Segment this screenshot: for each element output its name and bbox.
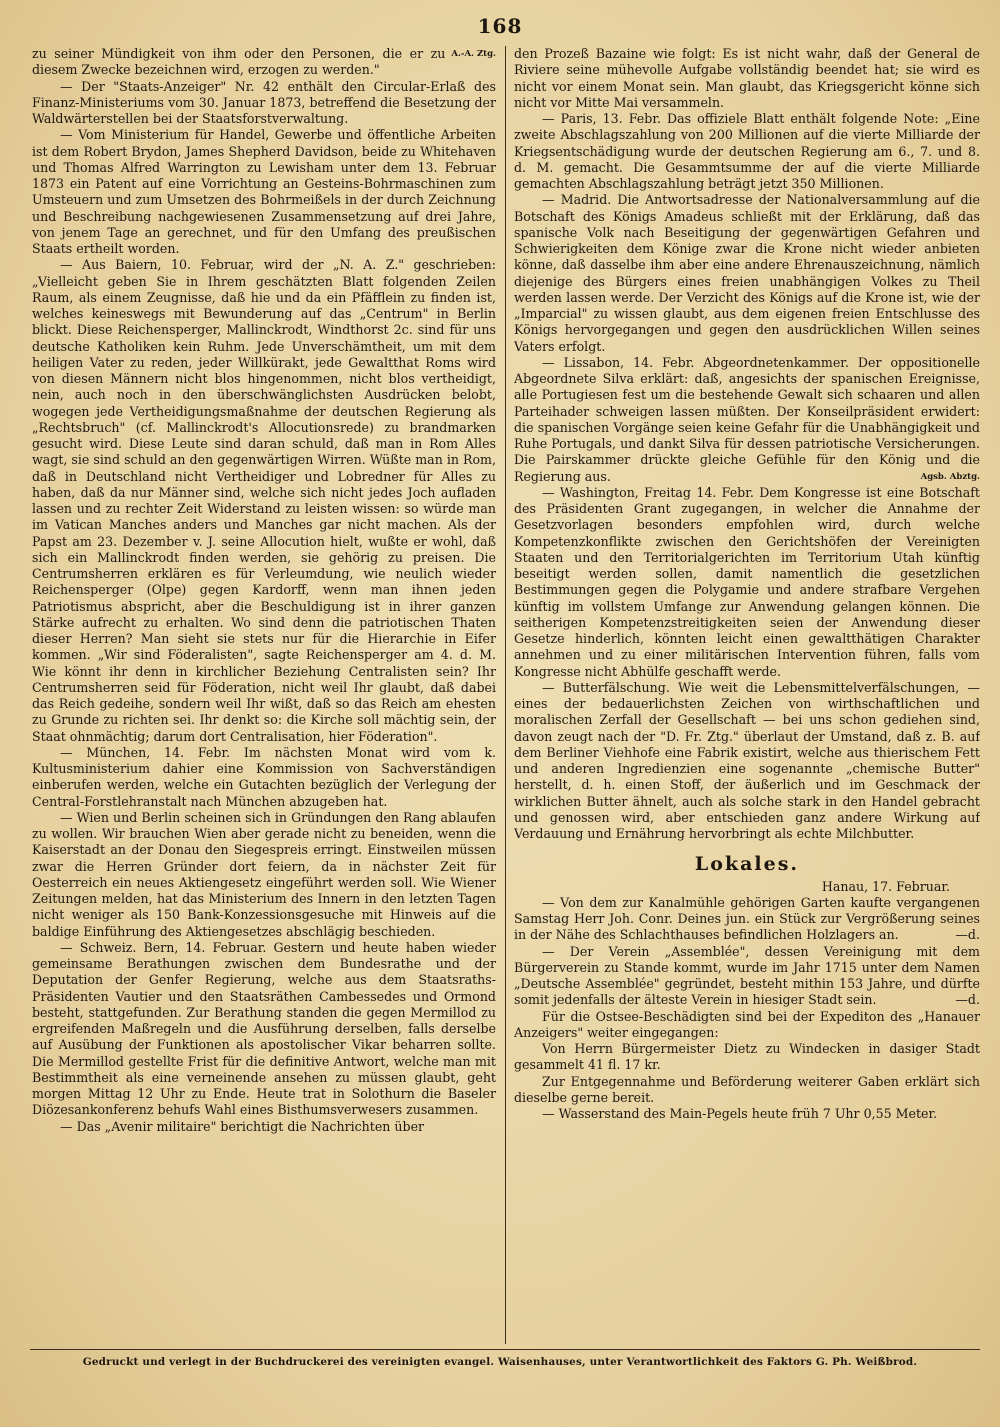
author-sign: —d. [955, 992, 980, 1008]
article-paragraph: — Madrid. Die Antwortsadresse der Nationalversammlung auf die Botschaft des Königs Amadeus schließt mit der Erklärung, daß das spanische Volk nach Beseitigung der gegenwärtigen Gefahren und Schwierigkeiten dem Könige zwar die Krone nicht wieder anbieten könne, daß dasselbe ihm aber eine andere Ehrenauszeichnung, nämlich diejenige des Bürgers eines freien unabhängigen Volkes zu Theil werden lassen werde. Der Verzicht des Königs auf die Krone ist, wie der „Imparcial" zu wissen glaubt, aus dem eigenen freien Entschlusse des Königs hervorgegangen und gegen den ausdrücklichen Willen seines Vaters erfolgt. [514, 192, 980, 354]
author-sign: —d. [955, 927, 980, 943]
article-paragraph: — Aus Baiern, 10. Februar, wird der „N. A. Z." geschrieben: „Vielleicht geben Sie in Ihrem geschätzten Blatt folgenden Zeilen Raum, als einem Zeugnisse, daß hie und da ein Pfäfflein zu finden ist, welches keineswegs mit Bewunderung auf das „Centrum" in Berlin blickt. Diese Reichensperger, Mallinckrodt, Windthorst 2c. sind für uns deutsche Katholiken kein Ruhm. Jede Unverschämtheit, um mit dem heiligen Vater zu reden, jeder Willkürakt, jede Gewaltthat Roms wird von diesen Männern nicht blos hingenommen, nicht blos vertheidigt, nein, auch noch in den überschwänglichsten Ausdrücken belobt, wogegen jede Vertheidigungsmaßnahme der deutschen Regierung als „Rechtsbruch" (cf. Mallinckrodt's Allocutionsrede) zu brandmarken gesucht wird. Diese Leute sind daran schuld, daß man in Rom Alles wagt, sie sind schuld an den gegenwärtigen Wirren. Wüßte man in Rom, daß in Deutschland nicht Vertheidiger und Lobredner für Alles zu haben, daß da nur Männer sind, welche sich nicht jedes Joch aufladen lassen und zu rechter Zeit Widerstand zu leisten wissen: so würde man im Vatican Manches anders und Manches gar nicht machen. Als der Papst am 23. Dezember v. J. seine Allocution hielt, wußte er wohl, daß sich ein Mallinckrodt finden werden, sie gehörig zu preisen. Die Centrumsherren erklären es für Verleumdung, wie neulich wieder Reichensperger (Olpe) gegen Kardorff, wenn man ihnen jeden Patriotismus abspricht, aber die Beschuldigung ist in ihrer ganzen Stärke aufrecht zu erhalten. Wo sind denn die patriotischen Thaten dieser Herren? Man sieht sie stets nur für die Hierarchie in Eifer kommen. „Wir sind Föderalisten", sagte Reichensperger am 4. d. M. Wie könnt ihr denn in kirchlicher Beziehung Centralisten sein? Ihr Centrumsherren seid für Föderation, nicht weil Ihr glaubt, daß dabei das Reich gedeihe, sondern weil Ihr wißt, daß so das Reich am ehesten zu Grunde zu richten sei. Ihr denkt so: die Kirche soll mächtig sein, der Staat ohnmächtig; darum dort Centralisation, hier Föderation". [32, 257, 496, 744]
article-paragraph: — Lissabon, 14. Febr. Abgeordnetenkammer. Der oppositionelle Abgeordnete Silva erklärt: daß, angesichts der spanischen Ereignisse, alle Portugiesen fest um die bestehende Gewalt sich schaaren und allen Parteihader schweigen lassen müßten. Der Konseilpräsident erwidert: die spanischen Vorgänge seien keine Gefahr für die Unabhängigkeit und Ruhe Portugals, und dankt Silva für dessen patriotische Versicherungen. Die Pairskammer drückte gleiche Gefühle für den König und die Regierung aus. Agsb. Abztg. [514, 354, 980, 484]
article-paragraph: — Das „Avenir militaire" berichtigt die Nachrichten über [60, 1118, 425, 1134]
article-paragraph: — Washington, Freitag 14. Febr. Dem Kongresse ist eine Botschaft des Präsidenten Grant zugegangen, in welcher die Annahme der Gesetzvorlagen besonders empfohlen wird, durch welche Kompetenzkonflikte zwischen den Gerichtshöfen der Vereinigten Staaten und den Territorialgerichten im Territorium Utah künftig beseitigt werden sollen, damit namentlich die gesetzlichen Bestimmungen gegen die Polygamie und andere strafbare Vergehen künftig im vollstem Umfange zur Anwendung gelangen können. Die seitherigen Kompetenzstreitigkeiten seien der Anwendung dieser Gesetze hinderlich, könnten leicht einen gewaltthätigen Charakter annehmen und zu einer militärischen Intervention führen, falls vom Kongresse nicht Abhülfe geschafft werde. [514, 484, 980, 679]
local-news-item: — Der Verein „Assemblée", dessen Vereinigung mit dem Bürgerverein zu Stande kommt, wurde im Jahr 1715 unter dem Namen „Deutsche Assemblée" gegründet, besteht mithin 153 Jahre, und dürfte somit jedenfalls der älteste Verein in hiesiger Stadt sein. —d. [514, 943, 980, 1008]
article-paragraph: — Butterfälschung. Wie weit die Lebensmittelverfälschungen, — eines der bedauerlichsten Zeichen von wirthschaftlichen und moralischen Zerfall der Gesellschaft — bei uns schon gediehen sind, davon zeugt nach der "D. Fr. Ztg." überlaut der Umstand, daß z. B. auf dem Berliner Viehhofe eine Fabrik existirt, welche aus thierischem Fett und anderen Ingredienzien eine sogenannte „chemische Butter" herstellt, d. h. einen Stoff, der äußerlich und im Geschmack der wirklichen Butter ähnelt, auch als solche stark in den Handel gebracht und genossen wird, aber entschieden ganz andere Wirkung auf Verdauung und Ernährung hervorbringt als echte Milchbutter. [514, 679, 980, 841]
article-paragraph: A.-A. Ztg. zu seiner Mündigkeit von ihm oder den Personen, die er zu diesem Zwecke bezeichnen wird, erzogen zu werden." [32, 46, 496, 78]
local-news-item: — Von dem zur Kanalmühle gehörigen Garten kaufte vergangenen Samstag Herr Joh. Conr. Deines jun. ein Stück zur Vergrößerung seines in der Nähe des Schlachthauses befindlichen Holzlagers an. —d. [514, 894, 980, 943]
article-paragraph: — Vom Ministerium für Handel, Gewerbe und öffentliche Arbeiten ist dem Robert Brydon, James Shepherd Davidson, beide zu Whitehaven und Thomas Alfred Warrington zu Lewisham unter dem 13. Februar 1873 ein Patent auf eine Vorrichtung an Gesteins-Bohrmaschinen zum Umsteuern und zum Umsetzen des Bohrmeißels in der durch Zeichnung und Beschreibung nachgewiesenen Zusammensetzung auf drei Jahre, von jenem Tage an gerechnet, und für den Umfang des preußischen Staats ertheilt worden. [32, 127, 496, 256]
footer-rule [30, 1349, 980, 1350]
imprint-footer: Gedruckt und verlegt in der Buchdruckerei des vereinigten evangel. Waisenhauses, unter Verantwortlichkeit des Faktors G. Ph. Weißbrod. [82, 1356, 918, 1368]
local-news-item: Zur Entgegennahme und Beförderung weiterer Gaben erklärt sich dieselbe gerne bereit. [514, 1073, 980, 1105]
page-number: 168 [477, 14, 523, 38]
local-news-item: Von Herrn Bürgermeister Dietz zu Windecken in dasiger Stadt gesammelt 41 fl. 17 kr. [514, 1041, 980, 1073]
source-abbreviation: Agsb. Abztg. [920, 471, 980, 482]
article-paragraph: — Der "Staats-Anzeiger" Nr. 42 enthält den Circular-Erlaß des Finanz-Ministeriums vom 30. Januar 1873, betreffend die Besetzung der Waldwärterstellen bei der Staatsforstverwaltung. [32, 78, 496, 126]
lokales-heading: Lokales. [694, 853, 800, 876]
column-divider [505, 46, 506, 1344]
local-news-item: Für die Ostsee-Beschädigten sind bei der Expediton des „Hanauer Anzeigers" weiter eingegangen: [514, 1008, 980, 1040]
article-paragraph: — München, 14. Febr. Im nächsten Monat wird vom k. Kultusministerium dahier eine Kommission von Sachverständigen einberufen werden, welche ein Gutachten bezüglich der Verlegung der Central-Forstlehranstalt nach München abzugeben hat. [32, 744, 496, 809]
source-abbreviation: A.-A. Ztg. [451, 49, 496, 59]
article-paragraph: — Schweiz. Bern, 14. Februar. Gestern und heute haben wieder gemeinsame Berathungen zwischen dem Bundesrathe und der Deputation der Genfer Regierung, welche aus dem Staatsraths-Präsidenten Vautier und den Staatsräthen Cambessedes und Ormond besteht, stattgefunden. Zur Berathung standen die gegen Mermillod zu ergreifenden Maßregeln und die Ausführung derselben, falls derselbe auf Ausübung der Funktionen als apostolischer Vikar beharren sollte. Die Mermillod gestellte Frist für die definitive Antwort, welche man mit Bestimmtheit als eine verneinende ansehen zu müssen glaubt, geht morgen Mittag 12 Uhr zu Ende. Heute trat in Solothurn die Baseler Diözesankonferenz behufs Wahl eines Bisthumsverwesers zusammen. [32, 939, 496, 1118]
left-column [32, 46, 496, 1344]
lokales-dateline: Hanau, 17. Februar. [821, 878, 950, 894]
article-paragraph: — Paris, 13. Febr. Das offiziele Blatt enthält folgende Note: „Eine zweite Abschlagszahlung von 200 Millionen auf die vierte Milliarde der Kriegsentschädigung wurde der deutschen Regierung am 6., 7. und 8. d. M. gemacht. Die Gesammtsumme der auf die vierte Milliarde gemachten Abschlagszahlung beträgt jetzt 350 Millionen. [514, 111, 980, 191]
article-paragraph: — Wien und Berlin scheinen sich in Gründungen den Rang ablaufen zu wollen. Wir brauchen Wien aber gerade nicht zu beneiden, wenn die Kaiserstadt an der Donau den Siegespreis erringt. Einstweilen müssen zwar die Herren Gründer dort feiern, da in nächster Zeit für Oesterreich ein neues Aktiengesetz eingeführt werden soll. Wie Wiener Zeitungen melden, hat das Ministerium des Innern in den letzten Tagen nicht weniger als 150 Bank-Konzessionsgesuche mit Hinweis auf die baldige Einführung des Aktiengesetzes abschlägig beschieden. [32, 809, 496, 939]
article-paragraph: den Prozeß Bazaine wie folgt: Es ist nicht wahr, daß der General de Riviere seine mühevolle Aufgabe vollständig beendet hat; sie wird es nicht vor einem Monat sein. Man glaubt, das Kriegsgericht könne sich nicht vor Mitte Mai versammeln. [514, 46, 980, 110]
right-column [514, 46, 980, 1344]
local-news-item: — Wasserstand des Main-Pegels heute früh 7 Uhr 0,55 Meter. [542, 1106, 938, 1121]
